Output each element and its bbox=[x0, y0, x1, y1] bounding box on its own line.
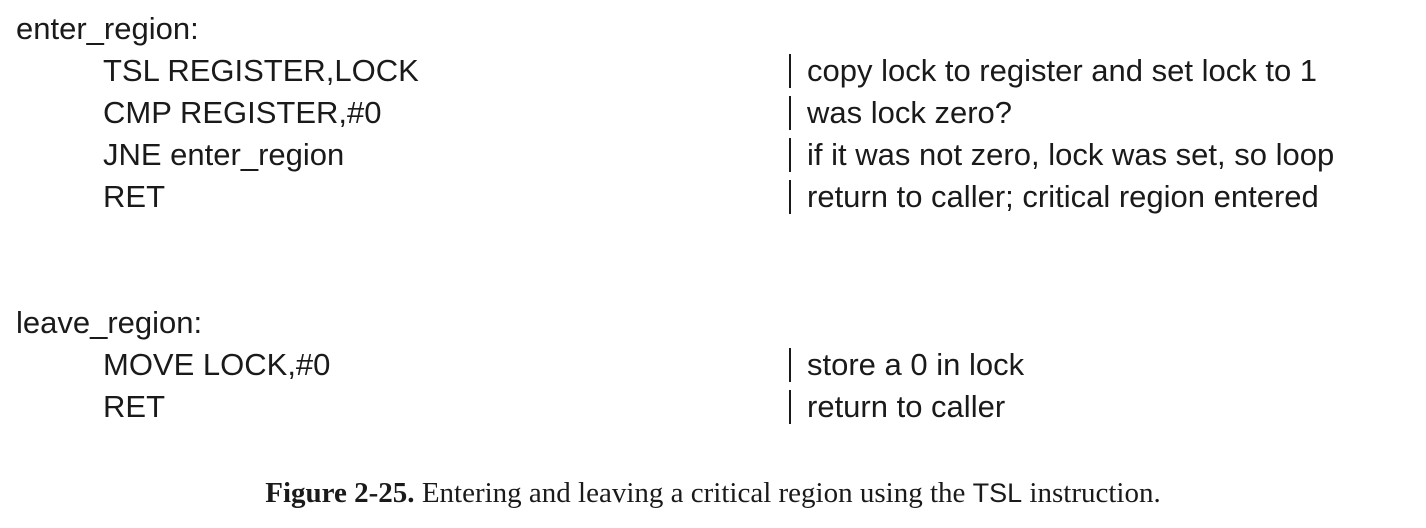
instruction-tsl: TSL REGISTER,LOCK bbox=[103, 53, 419, 88]
leave-region-label: leave_region: bbox=[16, 305, 203, 340]
instruction-ret-enter: RET bbox=[103, 179, 165, 214]
comment-cmp bbox=[789, 92, 1012, 134]
comment-ret-leave bbox=[789, 386, 1005, 428]
figure-caption bbox=[0, 475, 1426, 511]
comment-bar bbox=[789, 390, 791, 424]
comment-text: was lock zero? bbox=[807, 95, 1013, 130]
comment-text: return to caller; critical region entered bbox=[807, 179, 1319, 214]
comment-bar bbox=[789, 348, 791, 382]
instruction-cmp: CMP REGISTER,#0 bbox=[103, 95, 382, 130]
comment-text: store a 0 in lock bbox=[807, 347, 1025, 382]
comment-move bbox=[789, 344, 1024, 386]
instruction-move: MOVE LOCK,#0 bbox=[103, 347, 331, 382]
caption-text: Entering and leaving a critical region using the bbox=[421, 477, 966, 509]
comment-tsl bbox=[789, 50, 1317, 92]
comment-bar bbox=[789, 138, 791, 172]
comment-text: if it was not zero, lock was set, so loop bbox=[807, 137, 1335, 172]
comment-bar bbox=[789, 54, 791, 88]
caption-keyword: TSL bbox=[972, 478, 1023, 508]
comment-text: copy lock to register and set lock to 1 bbox=[807, 53, 1318, 88]
instruction-jne: JNE enter_region bbox=[103, 137, 345, 172]
figure-number: Figure 2-25. bbox=[265, 477, 415, 509]
comment-bar bbox=[789, 180, 791, 214]
comment-jne bbox=[789, 134, 1334, 176]
caption-text-end: instruction. bbox=[1029, 477, 1161, 509]
comment-text: return to caller bbox=[807, 389, 1006, 424]
enter-region-label: enter_region: bbox=[16, 11, 199, 46]
comment-ret-enter bbox=[789, 176, 1319, 218]
instruction-ret-leave: RET bbox=[103, 389, 165, 424]
comment-bar bbox=[789, 96, 791, 130]
